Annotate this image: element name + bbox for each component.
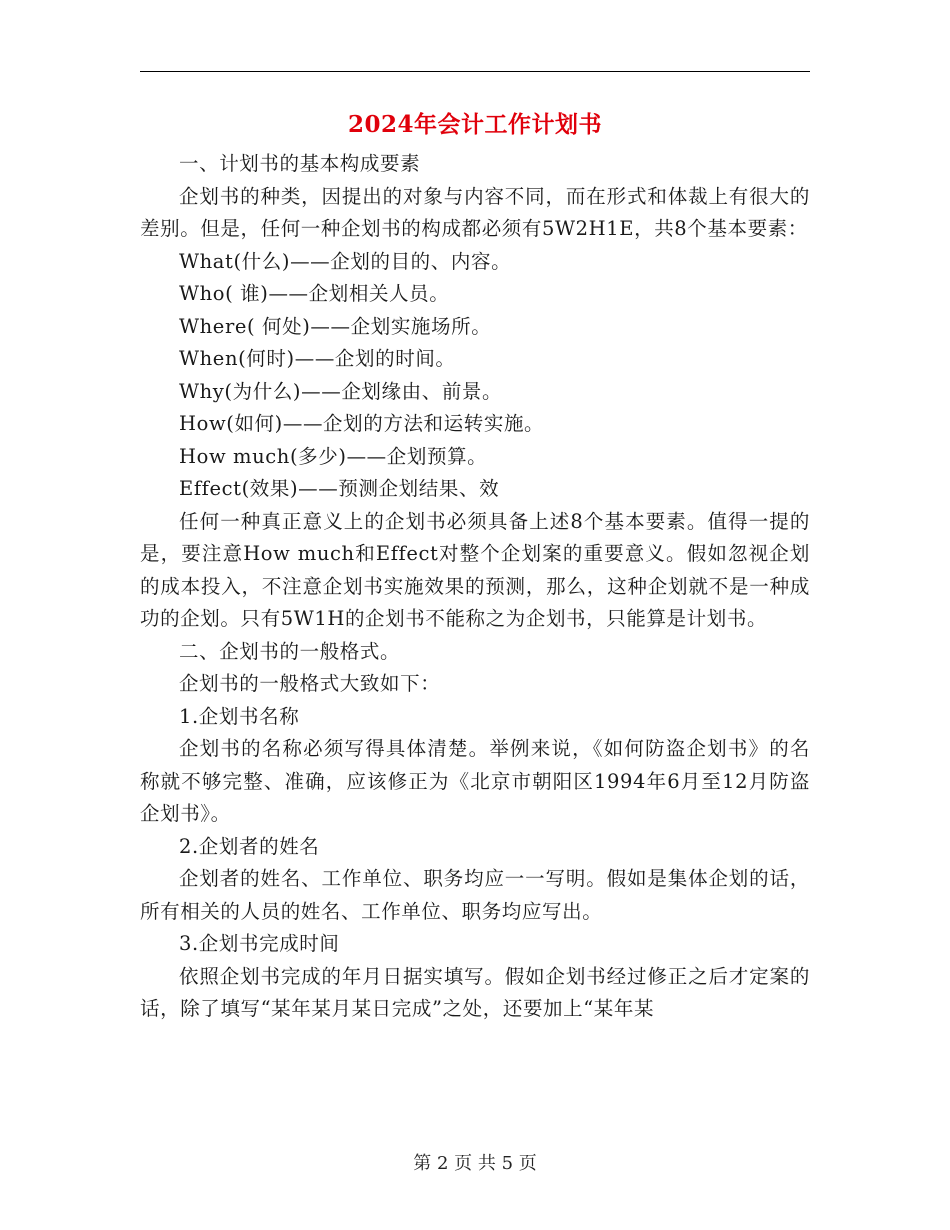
document-body (140, 148, 810, 1026)
section-heading-2: 二、企划书的一般格式。 (179, 639, 401, 663)
element-who: Who( 谁)——企划相关人员。 (179, 282, 450, 305)
subheading-author: 2.企划者的姓名 (179, 834, 320, 858)
paragraph-intro: 企划书的种类，因提出的对象与内容不同，而在形式和体裁上有很大的差别。但是，任何一种企划书的构成都必须有5W2H1E，共8个基本要素： (140, 184, 810, 240)
section-heading-1: 一、计划书的基本构成要素 (179, 152, 421, 175)
paragraph-author: 企划者的姓名、工作单位、职务均应一一写明。假如是集体企划的话，所有相关的人员的姓名、工作单位、职务均应写出。 (140, 867, 810, 923)
paragraph-name: 企划书的名称必须写得具体清楚。举例来说，《如何防盗企划书》的名称就不够完整、准确，应该修正为《北京市朝阳区1994年6月至12月防盗企划书》。 (140, 737, 810, 825)
element-how: How(如何)——企划的方法和运转实施。 (179, 412, 545, 435)
page-number: 第 2 页 共 5 页 (413, 1153, 537, 1174)
subheading-date: 3.企划书完成时间 (179, 932, 340, 955)
document-title: 2024年会计工作计划书 (347, 111, 602, 138)
paragraph-format-intro: 企划书的一般格式大致如下： (179, 672, 441, 695)
subheading-name: 1.企划书名称 (179, 704, 300, 728)
element-effect: Effect(效果)——预测企划结果、效 (179, 477, 500, 500)
element-what: What(什么)——企划的目的、内容。 (179, 249, 512, 273)
element-when: When(何时)——企划的时间。 (179, 347, 456, 370)
element-how-much: How much(多少)——企划预算。 (179, 444, 488, 468)
element-where: Where( 何处)——企划实施场所。 (179, 314, 492, 338)
header-rule (140, 71, 810, 72)
paragraph-importance: 任何一种真正意义上的企划书必须具备上述8个基本要素。值得一提的是，要注意How much和Effect对整个企划案的重要意义。假如忽视企划的成本投入，不注意企划书实施效果的预测，那么，这种企划就不是一种成功的企划。只有5W1H的企划书不能称之为企划书，只能算是计划书。 (140, 509, 810, 630)
paragraph-date: 依照企划书完成的年月日据实填写。假如企划书经过修正之后才定案的话，除了填写“某年某月某日完成”之处，还要加上“某年某 (140, 964, 810, 1020)
element-why: Why(为什么)——企划缘由、前景。 (179, 379, 503, 403)
